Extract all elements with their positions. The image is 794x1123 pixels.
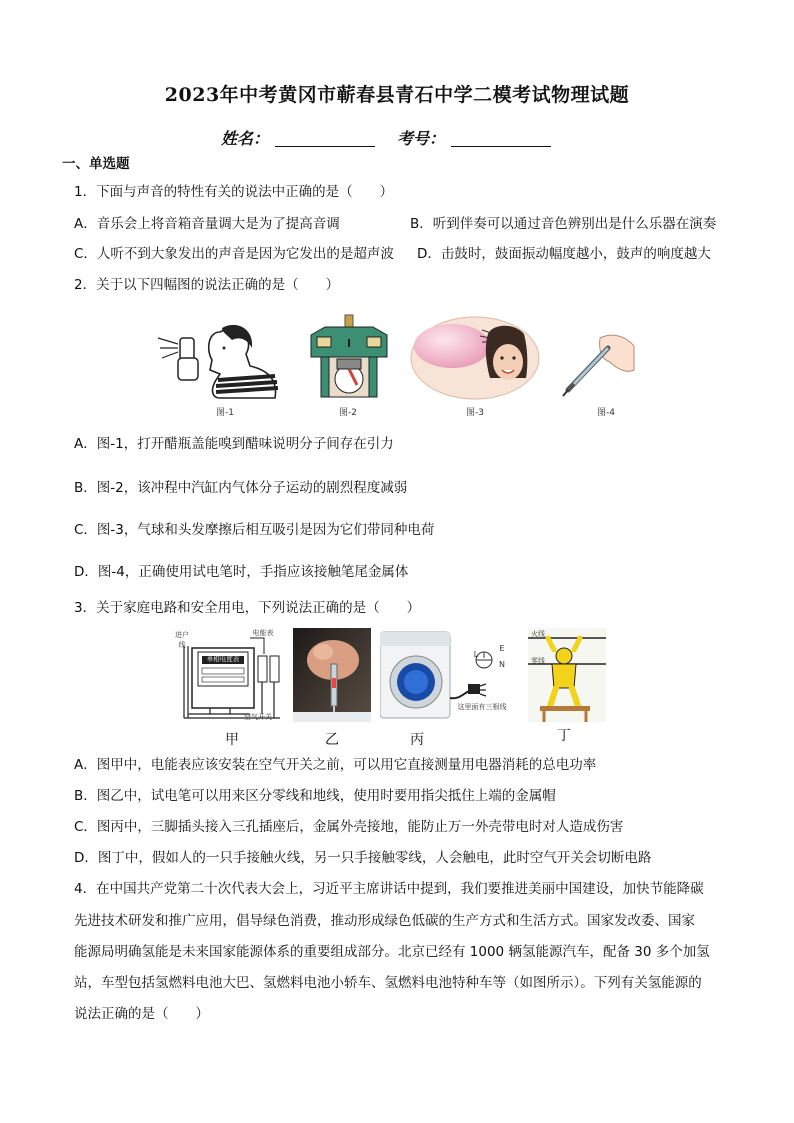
id-label: 考号： (397, 129, 446, 148)
q2-option-b: B．图-2，该冲程中汽缸内气体分子运动的剧烈程度减弱 (74, 480, 408, 496)
figure-ding-shock-image (528, 628, 606, 722)
q4-line-3: 能源局明确氢能是未来国家能源体系的重要组成部分。北京已经有 1000 辆氢能源汽车，配备 30 多个加氢 (74, 944, 710, 960)
name-label: 姓名： (220, 129, 269, 148)
fig-jia-meter-face: 单相电度表 (206, 655, 240, 663)
fig-ding-neutral-label: 零线 (531, 657, 545, 665)
fig-jia-switch-label: 空气开关 (244, 713, 272, 721)
figure-ding-caption: 丁 (557, 728, 571, 744)
q1-option-a: A．音乐会上将音箱音量调大是为了提高音调 (74, 216, 340, 232)
q3-option-b: B．图乙中，试电笔可以用来区分零线和地线，使用时要用指尖抵住上端的金属帽 (74, 788, 556, 804)
q4-line-5: 说法正确的是（ ） (74, 1006, 209, 1022)
figure-yi-caption: 乙 (325, 732, 339, 748)
section-heading: 一、单选题 (62, 156, 130, 172)
q2-stem: 2．关于以下四幅图的说法正确的是（ ） (74, 277, 340, 293)
fig-bing-plug-note: 这里面有三根线 (457, 703, 507, 711)
fig-bing-L: L (473, 650, 479, 659)
figure-2-engine-image (307, 313, 392, 403)
figure-2-caption: 图-2 (339, 408, 357, 418)
q4-line-1: 4．在中国共产党第二十次代表大会上，习近平主席讲话中提到，我们要推进美丽中国建设，加快节能降碳 (74, 881, 704, 897)
q2-option-d: D．图-4，正确使用试电笔时，手指应该接触笔尾金属体 (74, 564, 409, 580)
fig-ding-live-label: 火线 (531, 630, 545, 638)
id-blank (451, 130, 551, 147)
q3-option-a: A．图甲中，电能表应该安装在空气开关之前，可以用它直接测量用电器消耗的总电功率 (74, 757, 597, 773)
q1-stem: 1．下面与声音的特性有关的说法中正确的是（ ） (74, 184, 394, 200)
page-title: 2023年中考黄冈市蕲春县青石中学二模考试物理试题 (164, 84, 630, 106)
figure-3-balloon-image (410, 316, 540, 400)
figure-1-caption: 图-1 (216, 408, 234, 418)
figure-jia-caption: 甲 (225, 732, 239, 748)
figure-4-caption: 图-4 (597, 408, 615, 418)
q4-line-2: 先进技术研发和推广应用，倡导绿色消费，推动形成绿色低碳的生产方式和生活方式。国家发改委、国家 (74, 913, 695, 929)
q1-option-row-1 (74, 214, 340, 234)
fig-jia-meter-label: 电能表 (252, 629, 274, 637)
q1-option-c: C．人听不到大象发出的声音是因为它发出的是超声波 (74, 246, 394, 262)
figure-4-test-pen-image (560, 330, 640, 400)
q4-line-4: 站，车型包括氢燃料电池大巴、氢燃料电池小轿车、氢燃料电池特种车等（如图所示）。下列有关氢能源的 (74, 975, 702, 991)
name-id-bar (0, 126, 794, 149)
q2-option-c: C．图-3，气球和头发摩擦后相互吸引是因为它们带同种电荷 (74, 522, 435, 538)
q3-option-c: C．图丙中，三脚插头接入三孔插座后，金属外壳接地，能防止万一外壳带电时对人造成伤害 (74, 819, 624, 835)
name-blank (275, 130, 375, 147)
fig-jia-incoming-label: 进户线 (175, 631, 189, 649)
figure-yi-test-pen-image (293, 628, 371, 722)
q2-option-a: A．图-1，打开醋瓶盖能嗅到醋味说明分子间存在引力 (74, 436, 394, 452)
figure-bing-caption: 丙 (410, 732, 424, 748)
fig-bing-N: N (499, 660, 505, 669)
q3-option-d: D．图丁中，假如人的一只手接触火线，另一只手接触零线，人会触电，此时空气开关会切断电路 (74, 850, 652, 866)
figure-3-caption: 图-3 (466, 408, 484, 418)
q1-option-b: B．听到伴奏可以通过音色辨别出是什么乐器在演奏 (410, 216, 717, 232)
q1-option-d: D．击鼓时，鼓面振动幅度越小，鼓声的响度越大 (417, 246, 711, 262)
figure-1-smelling-image (150, 320, 285, 400)
fig-bing-E: E (499, 644, 505, 653)
q3-stem: 3．关于家庭电路和安全用电，下列说法正确的是（ ） (74, 600, 421, 616)
